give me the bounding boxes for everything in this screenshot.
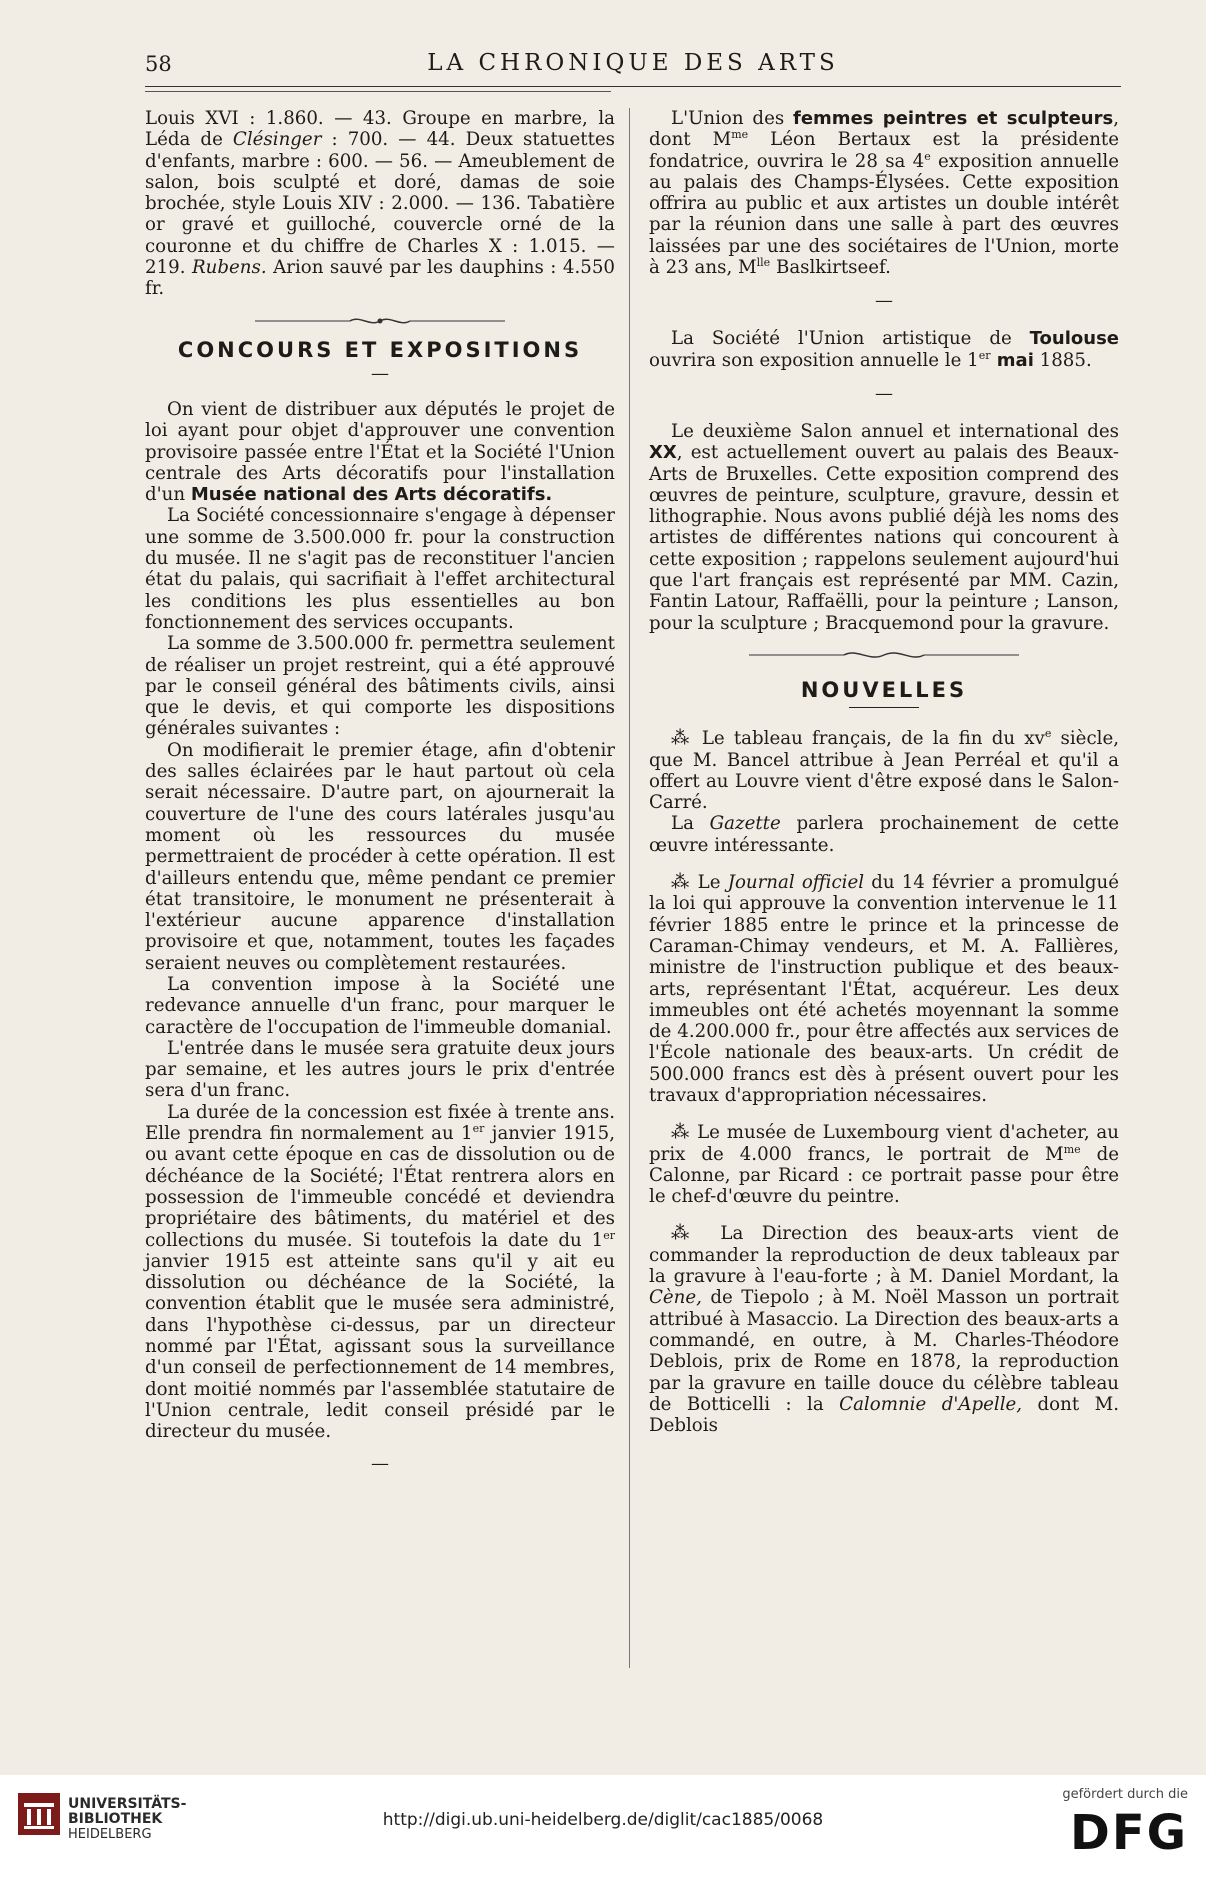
- page-number: 58: [145, 52, 172, 76]
- news-item: ⁂ Le tableau français, de la fin du $xv^e$ siècle, que M. Bancel attribue à Jean Perréal et qu'il a offert au Louvre vient d'être exposé dans le Salon-Carré.: [649, 727, 1119, 814]
- article-paragraph: L'entrée dans le musée sera gratuite deux jours par semaine, et les autres jours le prix d'entrée sera d'un franc.: [145, 1037, 615, 1102]
- article-paragraph: On modifierait le premier étage, afin d'obtenir des salles éclairées par le haut partout où cela serait nécessaire. D'autre part, on ajournerait la couverture de l'une des cours latérales jusqu'au moment où les ressources du musée permettraient de procéder à cette opération. Il est d'ailleurs entendu que, même pendant ce premier état transitoire, le monument ne présenterait à l'extérieur aucune apparence d'installation provisoire et que, notamment, toutes les façades seraient neuves ou complètement restaurées.: [145, 739, 615, 974]
- separator-dash: —: [875, 382, 893, 404]
- header-rule: [145, 86, 1121, 87]
- library-name: UNIVERSITÄTS- BIBLIOTHEK HEIDELBERG: [68, 1796, 187, 1842]
- news-item: La Gazette parlera prochainement de cette œuvre intéressante.: [649, 813, 1120, 856]
- article-paragraph: La Société concessionnaire s'engage à dépenser une somme de 3.500.000 fr. pour la construction du musée. Il ne s'agit pas de reconstituer l'ancien état du palais, qui sacrifiait à l'effet architectural les conditions les plus essentielles au bon fonctionnement des services occupants.: [145, 505, 615, 633]
- funder-label: gefördert durch die: [1062, 1787, 1188, 1802]
- sale-list-paragraph: Louis XVI : 1.860. — 43. Groupe en marbre, la Léda de Clésinger : 700. — 44. Deux statuettes d'enfants, marbre : 600. — 56. — Ameublement de salon, bois sculpté et doré, damas de soie brochée, style Louis XIV : 2.000. — 136. Tabatière or gravé et guilloché, couvercle orné de la couronne et du chiffre de Charles X : 1.015. — 219. Rubens. Arion sauvé par les dauphins : 4.550 fr.: [145, 108, 615, 300]
- header-rule-secondary: [145, 91, 611, 92]
- ornament-divider-icon: [255, 314, 505, 328]
- left-column: [145, 108, 615, 1489]
- news-item: ⁂ La Direction des beaux-arts vient de commander la reproduction de deux tableaux par la gravure à l'eau-forte ; à M. Daniel Mordant, la Cène, de Tiepolo ; à M. Noël Masson un portrait attribué à Masaccio. La Direction des beaux-arts a commandé, en outre, à M. Charles-Théodore Deblois, prix de Rome en 1878, la reproduction par la gravure en taille douce du célèbre tableau de Botticelli : la Calomnie d'Apelle, dont M. Deblois: [649, 1223, 1119, 1437]
- footer-bar: [0, 1775, 1206, 1895]
- end-dash: —: [371, 1452, 389, 1474]
- article-paragraph: La somme de 3.500.000 fr. permettra seulement de réaliser un projet restreint, qui a été approuvé par le conseil général des bâtiments civils, ainsi que le devis, et qui comporte les dispositions générales suivantes :: [145, 633, 615, 740]
- news-item: ⁂ Le Journal officiel du 14 février a promulgué la loi qui approuve la convention intervenue le 11 février 1885 entre le prince et la princesse de Caraman-Chimay vendeurs, et M. A. Fallières, ministre de l'instruction publique et des beaux-arts, représentant l'État, acquéreur. Les deux immeubles ont été achetés moyennant la somme de 4.200.000 fr., pour être affectés aux services de l'École nationale des beaux-arts. Un crédit de 500.000 francs est dès à présent ouvert pour les travaux d'appropriation nécessaires.: [649, 872, 1120, 1106]
- column-divider: [629, 108, 630, 1668]
- article-paragraph: Le deuxième Salon annuel et international des XX, est actuellement ouvert au palais des Beaux-Arts de Bruxelles. Cette exposition comprend des œuvres de peinture, sculpture, gravure, dessin et lithographie. Nous avons publié déjà les noms des artistes de différentes nations qui concourent à cette exposition ; rappelons seulement aujourd'hui que l'art français est représenté par MM. Cazin, Fantin Latour, Raffaëlli, pour la peinture ; Lanson, pour la sculpture ; Bracquemond pour la gravure.: [649, 420, 1119, 634]
- right-column: [649, 108, 1119, 1436]
- ornament-divider-icon: [749, 648, 1019, 662]
- news-item: ⁂ Le musée de Luxembourg vient d'acheter, au prix de 4.000 francs, le portrait de $M^{me}$ de Calonne, par Ricard : ce portrait passe pour être le chef-d'œuvre du peintre.: [649, 1122, 1119, 1208]
- permalink-url[interactable]: http://digi.ub.uni-heidelberg.de/diglit/cac1885/0068: [382, 1810, 824, 1830]
- article-paragraph: L'Union des femmes peintres et sculpteurs, dont $M^{me}$ Léon Bertaux est la présidente fondatrice, ouvrira le 28 sa 4e exposition annuelle au palais des Champs-Élysées. Cette exposition offrira au public et aux artistes un double intérêt par la réunion dans une salle à part des œuvres laissées par une des sociétaires de l'Union, morte à 23 ans, $M^{lle}$ Baslkirtseef.: [649, 108, 1120, 279]
- section-title-concours: CONCOURS ET EXPOSITIONS: [177, 337, 583, 362]
- journal-title: LA CHRONIQUE DES ARTS: [427, 50, 839, 76]
- article-paragraph: La Société l'Union artistique de Toulouse ouvrira son exposition annuelle le 1er mai 1885.: [649, 328, 1119, 371]
- running-head: [145, 48, 1121, 82]
- article-paragraph: On vient de distribuer aux députés le projet de loi ayant pour objet d'approuver une convention provisoire passée entre l'État et la Société l'Union centrale des Arts décoratifs pour l'installation d'un Musée national des Arts décoratifs.: [145, 398, 615, 506]
- article-paragraph: La convention impose à la Société une redevance annuelle d'un franc, pour marquer le caractère de l'occupation de l'immeuble domanial.: [145, 973, 615, 1038]
- section-title-nouvelles: NOUVELLES: [800, 677, 968, 702]
- separator-dash: —: [875, 290, 893, 312]
- dfg-logo-icon: DFG: [1069, 1805, 1188, 1861]
- section-dash: —: [371, 362, 389, 384]
- article-paragraph: La durée de la concession est fixée à trente ans. Elle prendra fin normalement au 1er janvier 1915, ou avant cette époque en cas de dissolution ou de déchéance de la Société; l'État rentrera alors en possession de l'immeuble concédé et deviendra propriétaire des bâtiments, du matériel et des collections du musée. Si toutefois la date du 1er janvier 1915 est atteinte sans qu'il y ait eu dissolution ou déchéance de la Société, la convention établit que le musée sera administré, dans l'hypothèse ci-dessus, par un directeur nommé par l'État, agissant sous la surveillance d'un conseil de perfectionnement de 14 membres, dont moitié nommés par l'assemblée statutaire de l'Union centrale, ledit conseil présidé par le directeur du musée.: [145, 1101, 616, 1443]
- section-rule: [849, 707, 919, 708]
